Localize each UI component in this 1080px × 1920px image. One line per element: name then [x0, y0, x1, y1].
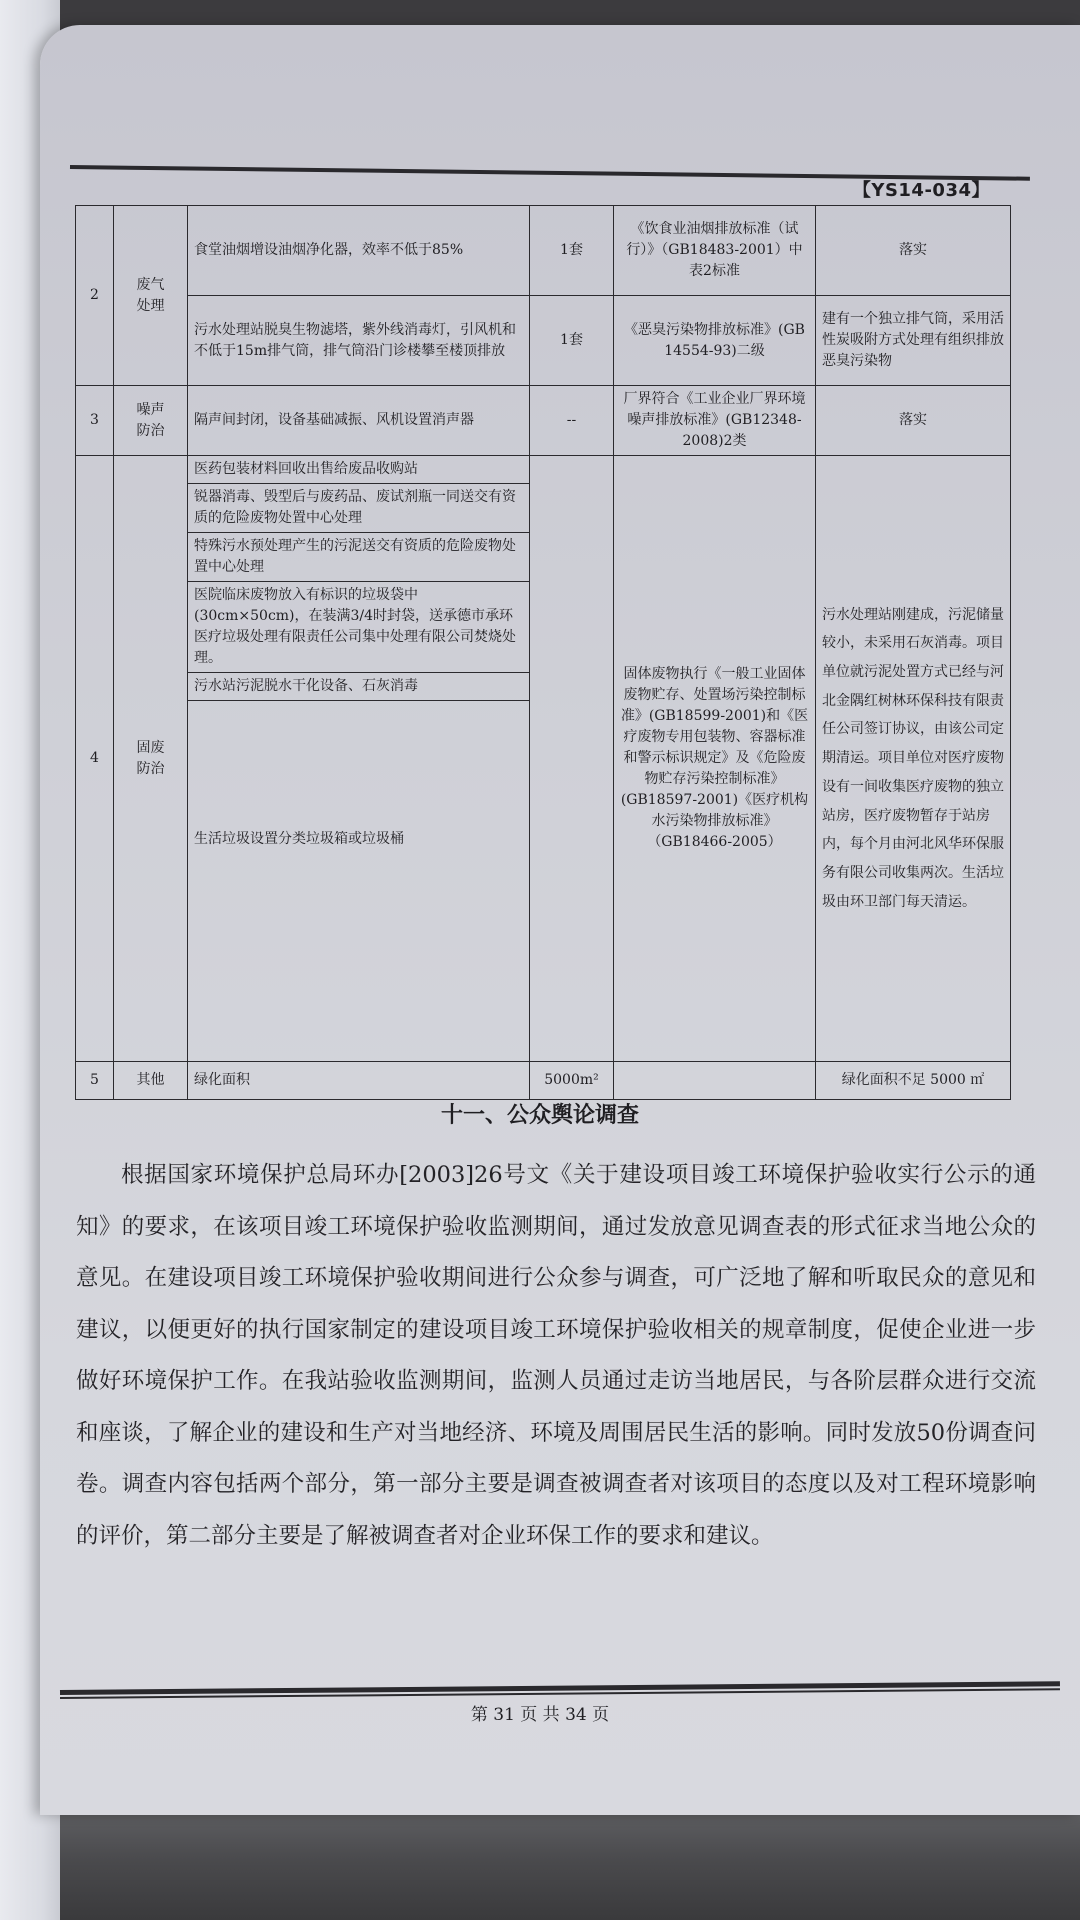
- result-cell: 污水处理站刚建成，污泥储量较小，未采用石灰消毒。项目单位就污泥处置方式已经与河北金隅红树林环保科技有限责任公司签订协议，由该公司定期清运。项目单位对医疗废物设有一间收集医疗废物的独立站房，医疗废物暂存于站房内，每个月由河北风华环保服务有限公司收集两次。生活垃圾由环卫部门每天清运。: [816, 456, 1011, 1062]
- measure-sublist: [188, 456, 529, 977]
- page-number: 第 31 页 共 34 页: [470, 1705, 610, 1725]
- standard-cell: 《饮食业油烟排放标准（试行）》（GB18483-2001）中表2标准: [614, 206, 816, 296]
- measure-list-cell: [188, 456, 530, 1062]
- row-category: 固废 防治: [114, 456, 188, 1062]
- table-row: [76, 456, 1011, 1062]
- qty-cell: 1套: [530, 296, 614, 386]
- table-row: [76, 386, 1011, 456]
- section-title: 十一、公众舆论调查: [440, 1103, 639, 1128]
- standard-cell: 《恶臭污染物排放标准》(GB 14554-93)二级: [614, 296, 816, 386]
- row-category: 废气 处理: [114, 206, 188, 386]
- qty-cell: 1套: [530, 206, 614, 296]
- row-category: 其他: [114, 1062, 188, 1100]
- measure-cell: 食堂油烟增设油烟净化器，效率不低于85%: [188, 206, 530, 296]
- body-paragraph: 根据国家环境保护总局环办[2003]26号文《关于建设项目竣工环境保护验收实行公示的通知》的要求，在该项目竣工环境保护验收监测期间，通过发放意见调查表的形式征求当地公众的意见。在建设项目竣工环境保护验收期间进行公众参与调查，可广泛地了解和听取民众的意见和建议，以便更好的执行国家制定的建设项目竣工环境保护验收相关的规章制度，促使企业进一步做好环境保护工作。在我站验收监测期间，监测人员通过走访当地居民，与各阶层群众进行交流和座谈，了解企业的建设和生产对当地经济、环境及周围居民生活的影响。同时发放50份调查问卷。调查内容包括两个部分，第一部分主要是调查被调查者对该项目的态度以及对工程环境影响的评价，第二部分主要是了解被调查者对企业环保工作的要求和建议。: [76, 1162, 1036, 1549]
- measure-item: 生活垃圾设置分类垃圾箱或垃圾桶: [194, 830, 404, 847]
- row-category: 噪声 防治: [114, 386, 188, 456]
- result-cell: 落实: [816, 386, 1011, 456]
- qty-cell: --: [530, 386, 614, 456]
- row-number: 4: [76, 456, 114, 1062]
- result-cell: 建有一个独立排气筒，采用活性炭吸附方式处理有组织排放恶臭污染物: [816, 296, 1011, 386]
- table-row: [76, 1062, 1011, 1100]
- measure-item: 医院临床废物放入有标识的垃圾袋中(30cm×50cm)，在装满3/4时封袋，送承德市承环医疗垃圾处理有限责任公司集中处理有限公司焚烧处理。: [188, 582, 529, 673]
- measure-item: 锐器消毒、毁型后与废药品、废试剂瓶一同送交有资质的危险废物处置中心处理: [188, 484, 529, 533]
- result-cell: 绿化面积不足 5000 ㎡: [816, 1062, 1011, 1100]
- measure-cell: 污水处理站脱臭生物滤塔，紫外线消毒灯，引风机和不低于15m排气筒，排气筒沿门诊楼攀至楼顶排放: [188, 296, 530, 386]
- table-row: [76, 296, 1011, 386]
- standard-cell: 厂界符合《工业企业厂界环境噪声排放标准》(GB12348-2008)2类: [614, 386, 816, 456]
- qty-cell: [530, 456, 614, 1062]
- table-row: [76, 206, 1011, 296]
- standard-cell: [614, 1062, 816, 1100]
- qty-cell: 5000m²: [530, 1062, 614, 1100]
- row-number: 3: [76, 386, 114, 456]
- measure-cell: 绿化面积: [188, 1062, 530, 1100]
- result-cell: 落实: [816, 206, 1011, 296]
- measure-item: 医药包装材料回收出售给废品收购站: [188, 456, 529, 484]
- measure-cell: 隔声间封闭，设备基础减振、风机设置消声器: [188, 386, 530, 456]
- measure-item: 污水站污泥脱水干化设备、石灰消毒: [188, 673, 529, 701]
- row-number: 2: [76, 206, 114, 386]
- doc-code: 【YS14-034】: [852, 180, 990, 201]
- measure-item: 特殊污水预处理产生的污泥送交有资质的危险废物处置中心处理: [188, 533, 529, 582]
- standard-cell: 固体废物执行《一般工业固体废物贮存、处置场污染控制标准》(GB18599-2001)和《医疗废物专用包装物、容器标准和警示标识规定》及《危险废物贮存污染控制标准》(GB18597-2001)《医疗机构水污染物排放标准》（GB18466-2005）: [614, 456, 816, 1062]
- row-number: 5: [76, 1062, 114, 1100]
- measures-table: [75, 205, 1011, 1100]
